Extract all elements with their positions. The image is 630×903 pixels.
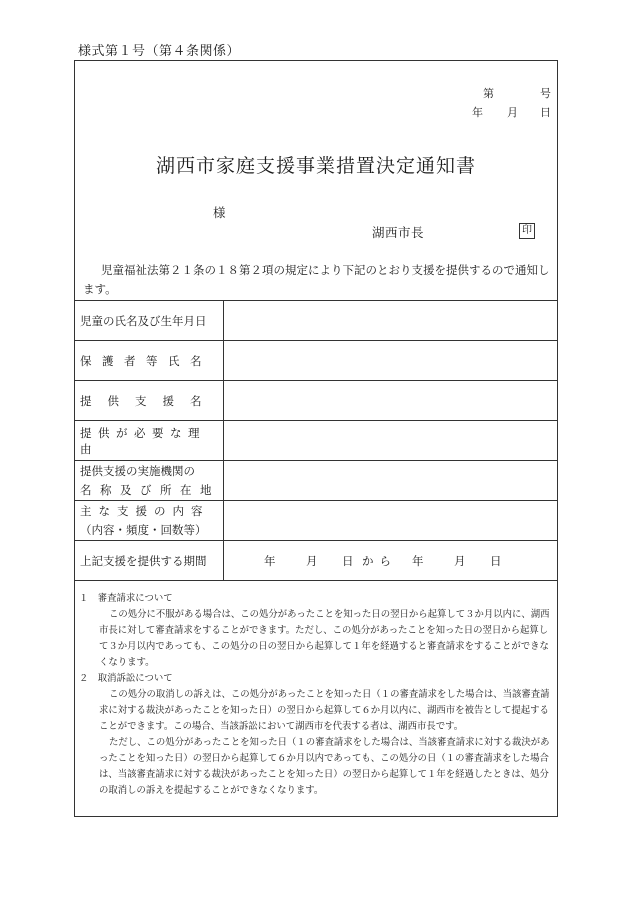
sender-name: 湖西市長 [372, 225, 425, 240]
field-value-period[interactable] [224, 541, 558, 581]
recipient-suffix: 様 [213, 205, 226, 220]
field-label-reason: 提供が必要な理由 [80, 425, 206, 456]
table-row [75, 301, 558, 341]
field-label-child: 児童の氏名及び生年月日 [75, 301, 224, 341]
field-label-agency-line2: 名称及び所在地 [80, 482, 220, 497]
date-day: 日 [540, 106, 551, 119]
table-row [75, 341, 558, 381]
table-row [75, 421, 558, 461]
table-row [75, 381, 558, 421]
field-value-service[interactable] [224, 381, 558, 421]
number-label: 第 [483, 87, 494, 100]
date-month: 月 [507, 106, 518, 119]
field-value-reason[interactable] [224, 421, 558, 461]
table-row [75, 461, 558, 501]
document-title: 湖西市家庭支援事業措置決定通知書 [155, 155, 476, 177]
note-1-title: １ 審査請求について [79, 593, 173, 604]
field-value-guardian[interactable] [224, 341, 558, 381]
field-label-content-line1: 主な支援の内容 [80, 503, 210, 518]
seal-mark: 印 [519, 223, 535, 239]
period-month-2: 月 [454, 553, 466, 568]
fields-table [74, 300, 558, 581]
period-month-1: 月 [306, 553, 318, 568]
field-value-agency[interactable] [224, 461, 558, 501]
form-number: 様式第１号（第４条関係） [78, 44, 241, 59]
field-value-child[interactable] [224, 301, 558, 341]
number-suffix: 号 [540, 87, 551, 100]
note-2-title: ２ 取消訴訟について [79, 673, 173, 684]
field-value-content[interactable] [224, 501, 558, 541]
period-year-1: 年 [264, 553, 276, 568]
table-row [75, 501, 558, 541]
field-label-agency-line1: 提供支援の実施機関の [80, 463, 195, 478]
note-1-body: この処分に不服がある場合は、この処分があったことを知った日の翌日から起算して３か月以内に、湖西市長に対して審査請求をすることができます。ただし、この処分があったことを知った日の翌日から起算して３か月以内であっても、この処分の日の翌日から起算して１年を経過すると審査請求をすることができなくなります。 [99, 609, 550, 668]
document-frame [74, 60, 558, 817]
period-day-2: 日 [490, 553, 502, 568]
table-row [75, 541, 558, 581]
notes-section [79, 591, 551, 799]
note-2-body-1: この処分の取消しの訴えは、この処分があったことを知った日（１の審査請求をした場合は、当該審査請求に対する裁決があったことを知った日）の翌日から起算して６か月以内に、湖西市を被告として提起することができます。この場合、当該訴訟において湖西市を代表する者は、湖西市長です。 [99, 689, 550, 732]
field-label-content-line2: （内容・頻度・回数等） [80, 522, 207, 537]
field-label-service: 提供支援名 [80, 393, 218, 408]
field-label-guardian: 保護者等氏名 [80, 353, 212, 368]
period-from: から [362, 553, 397, 568]
period-year-2: 年 [412, 553, 424, 568]
period-day-1: 日 [342, 553, 354, 568]
notice-text: 児童福祉法第２１条の１８第２項の規定により下記のとおり支援を提供するので通知します。 [83, 263, 550, 296]
field-label-period: 上記支援を提供する期間 [75, 541, 224, 581]
note-2-body-2: ただし、この処分があったことを知った日（１の審査請求をした場合は、当該審査請求に対する裁決があったことを知った日）の翌日から起算して６か月以内であっても、この処分の日（１の審査請求をした場合は、当該審査請求に対する裁決があったことを知った日）の翌日から起算して１年を経過したときは、処分の取消しの訴えを提起することができなくなります。 [99, 737, 550, 796]
date-year: 年 [472, 106, 483, 119]
